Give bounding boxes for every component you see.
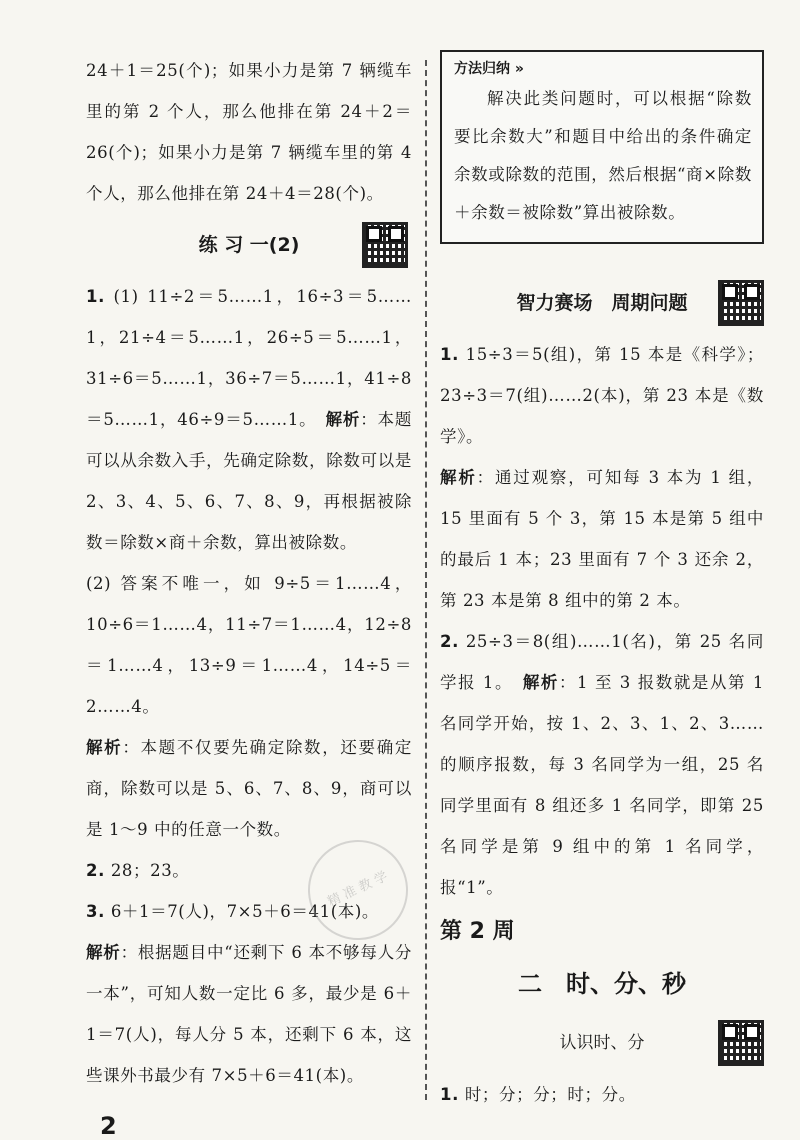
chapter-heading: 二 时、分、秒	[518, 970, 686, 998]
analysis-label: 解析	[86, 943, 121, 962]
qr-code-icon[interactable]	[362, 222, 408, 268]
analysis-text: ：本题可以从余数入手，先确定除数，除数可以是 2、3、4、5、6、7、8、9，再根据被除数＝除数×商＋余数，算出被除数。	[86, 410, 412, 552]
analysis-text: ：1 至 3 报数就是从第 1 名同学开始，按 1、2、3、1、2、3……的顺序报数，每 3 名同学为一组，25 名同学里面有 8 组还多 1 名同学，即第 25 名同学是第 9 组中的第 1 名同学，报“1”。	[440, 673, 764, 897]
subsection-title: 认识时、分	[559, 1033, 645, 1053]
right-column	[440, 50, 764, 1115]
analysis-label: 解析	[440, 468, 477, 487]
answer-number: 3.	[86, 902, 105, 921]
answer-3-analysis	[86, 932, 412, 1096]
answer-1-part-1	[86, 276, 412, 563]
analysis-text: ：通过观察，可知每 3 本为 1 组，15 里面有 5 个 3，第 15 本是第 5 组中的最后 1 本；23 里面有 7 个 3 还余 2，第 23 本是第 8 组中的第 2 本。	[440, 468, 765, 610]
watermark-stamp: 精 准 教 学	[292, 824, 425, 957]
analysis-label: 解析	[522, 673, 559, 692]
qr-code-icon[interactable]	[718, 280, 764, 326]
section-heading-puzzle	[440, 278, 764, 328]
time-answer-1	[440, 1074, 764, 1115]
answer-number: 2.	[86, 861, 105, 880]
subsection-heading	[440, 1018, 764, 1068]
puzzle-answer-2	[440, 621, 764, 908]
answer-number: 1.	[440, 345, 459, 364]
answer-1-part-2-analysis	[86, 727, 412, 850]
answer-1-part-2: (2) 答案不唯一，如 9÷5＝1……4，10÷6＝1……4，11÷7＝1……4，12÷8＝1……4，13÷9＝1……4，14÷5＝2……4。	[86, 574, 412, 716]
puzzle-answer-1-analysis	[440, 457, 764, 621]
answer-text: 28；23。	[110, 861, 190, 880]
answer-text: 25÷3＝8(组)……1(名)，第 25 名同学报 1。	[440, 632, 764, 692]
qr-code-icon[interactable]	[718, 1020, 764, 1066]
week-heading: 第 2 周	[440, 919, 515, 944]
analysis-text: ：根据题目中“还剩下 6 本不够每人分一本”，可知人数一定比 6 多，最少是 6＋1＝7(人)，每人分 5 本，还剩下 6 本，这些课外书最少有 7×5＋6＝41(本)。	[86, 943, 413, 1085]
section-title: 练 习 一(2)	[198, 234, 300, 256]
method-title: 方法归纳 »	[454, 61, 524, 77]
puzzle-answer-1	[440, 334, 764, 457]
method-text: 解决此类问题时，可以根据“除数要比余数大”和题目中给出的条件确定余数或除数的范围，然后根据“商×除数＋余数＝被除数”算出被除数。	[454, 89, 752, 222]
intro-paragraph: 24＋1＝25(个)；如果小力是第 7 辆缆车里的第 2 个人，那么他排在第 24＋2＝26(个)；如果小力是第 7 辆缆车里的第 4 个人，那么他排在第 24＋4＝28(个)。	[86, 61, 412, 203]
answer-number: 1.	[440, 1085, 459, 1104]
analysis-label: 解析	[86, 738, 123, 757]
analysis-text: ：本题不仅要先确定除数，还要确定商，除数可以是 5、6、7、8、9，商可以是 1～9 中的任意一个数。	[86, 738, 412, 839]
answer-text: 时；分；分；时；分。	[464, 1085, 636, 1104]
answer-text: 15÷3＝5(组)，第 15 本是《科学》；23÷3＝7(组)……2(本)，第 23 本是《数学》。	[440, 345, 764, 446]
answer-text: 6＋1＝7(人)，7×5＋6＝41(本)。	[110, 902, 379, 921]
answer-number: 1.	[86, 287, 105, 306]
section-title: 智力赛场 周期问题	[516, 292, 688, 314]
answer-text: (1) 11÷2＝5……1，16÷3＝5……1，21÷4＝5……1，26÷5＝5……1，31÷6＝5……1，36÷7＝5……1，41÷8＝5……1，46÷9＝5……1。	[86, 287, 412, 429]
analysis-label: 解析	[325, 410, 361, 429]
column-divider	[425, 60, 427, 1100]
page-number: 2	[100, 1112, 117, 1140]
method-summary-box	[440, 50, 764, 244]
answer-number: 2.	[440, 632, 459, 651]
section-heading-exercise	[86, 220, 412, 270]
